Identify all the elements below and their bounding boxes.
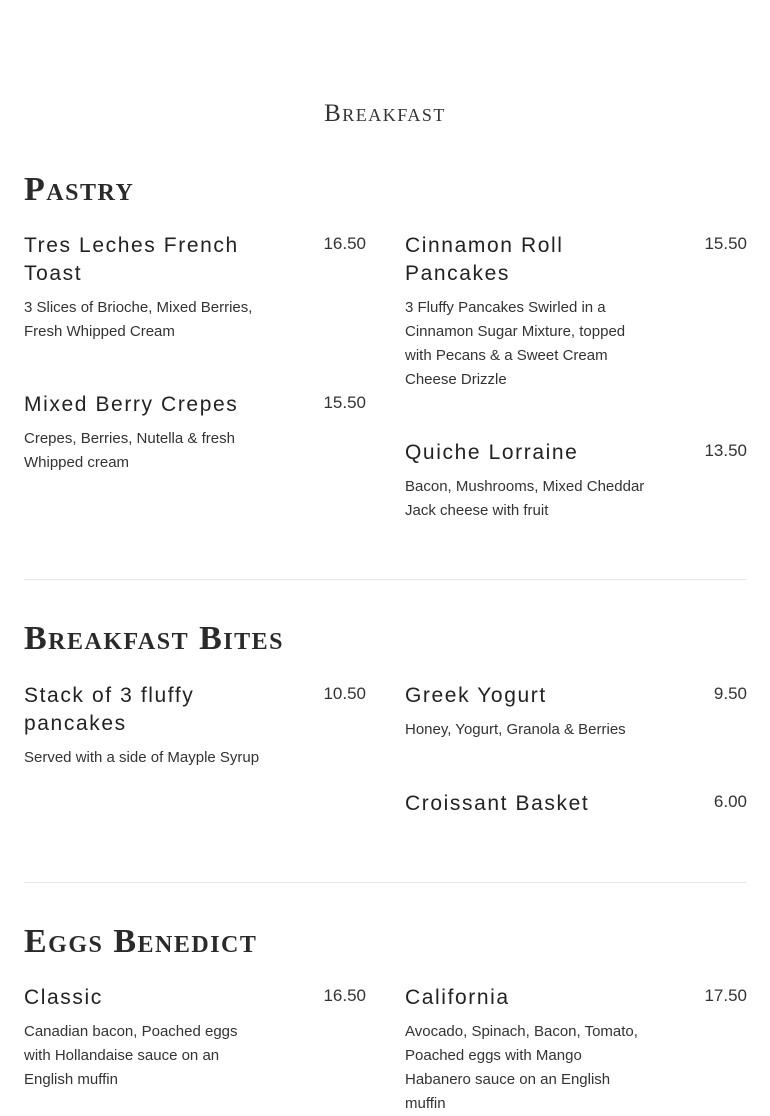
section-title: Pastry bbox=[24, 171, 135, 208]
item-name: California bbox=[405, 986, 510, 1009]
item-name: Mixed Berry Crepes bbox=[24, 393, 239, 416]
item-price: 17.50 bbox=[704, 986, 747, 1005]
item-name: Stack of 3 fluffy pancakes bbox=[24, 684, 195, 735]
menu-item bbox=[24, 984, 366, 1092]
item-name: Classic bbox=[24, 986, 103, 1009]
item-description: Avocado, Spinach, Bacon, Tomato, Poached eggs with Mango Habanero sauce on an English muffin bbox=[405, 1023, 638, 1112]
section-title: Breakfast Bites bbox=[24, 620, 284, 657]
menu-item bbox=[24, 232, 366, 344]
item-price: 15.50 bbox=[323, 393, 366, 412]
section-eggs-benedict bbox=[24, 925, 746, 959]
item-price: 13.50 bbox=[704, 441, 747, 460]
item-name: Croissant Basket bbox=[405, 792, 590, 815]
item-name: Quiche Lorraine bbox=[405, 441, 579, 464]
item-description: Bacon, Mushrooms, Mixed Cheddar Jack cheese with fruit bbox=[405, 478, 645, 519]
item-description: 3 Slices of Brioche, Mixed Berries, Fresh Whipped Cream bbox=[24, 299, 253, 340]
item-name: Greek Yogurt bbox=[405, 684, 547, 707]
menu-item bbox=[24, 682, 366, 770]
item-price: 15.50 bbox=[704, 234, 747, 253]
item-name: Tres Leches French Toast bbox=[24, 234, 239, 285]
section-breakfast-bites bbox=[24, 622, 746, 656]
item-description: Canadian bacon, Poached eggs with Hollandaise sauce on an English muffin bbox=[24, 1023, 238, 1088]
menu-item bbox=[24, 391, 366, 475]
item-description: Crepes, Berries, Nutella & fresh Whipped cream bbox=[24, 430, 235, 471]
item-description: Served with a side of Mayple Syrup bbox=[24, 749, 260, 766]
menu-item bbox=[405, 790, 747, 818]
item-description: 3 Fluffy Pancakes Swirled in a Cinnamon Sugar Mixture, topped with Pecans & a Sweet Cream Cheese Drizzle bbox=[405, 299, 626, 388]
item-price: 16.50 bbox=[323, 986, 366, 1005]
section-divider bbox=[24, 579, 746, 580]
item-name: Cinnamon Roll Pancakes bbox=[405, 234, 564, 285]
section-title: Eggs Benedict bbox=[24, 923, 258, 960]
item-price: 6.00 bbox=[713, 792, 747, 811]
menu-title: Breakfast bbox=[324, 100, 446, 127]
menu-item bbox=[405, 439, 747, 523]
item-price: 9.50 bbox=[713, 684, 747, 703]
menu-item bbox=[405, 984, 747, 1116]
item-price: 10.50 bbox=[323, 684, 366, 703]
item-price: 16.50 bbox=[323, 234, 366, 253]
item-description: Honey, Yogurt, Granola & Berries bbox=[405, 721, 626, 738]
section-divider bbox=[24, 882, 746, 883]
menu-item bbox=[405, 682, 747, 742]
menu-item bbox=[405, 232, 747, 392]
section-pastry bbox=[24, 173, 746, 207]
